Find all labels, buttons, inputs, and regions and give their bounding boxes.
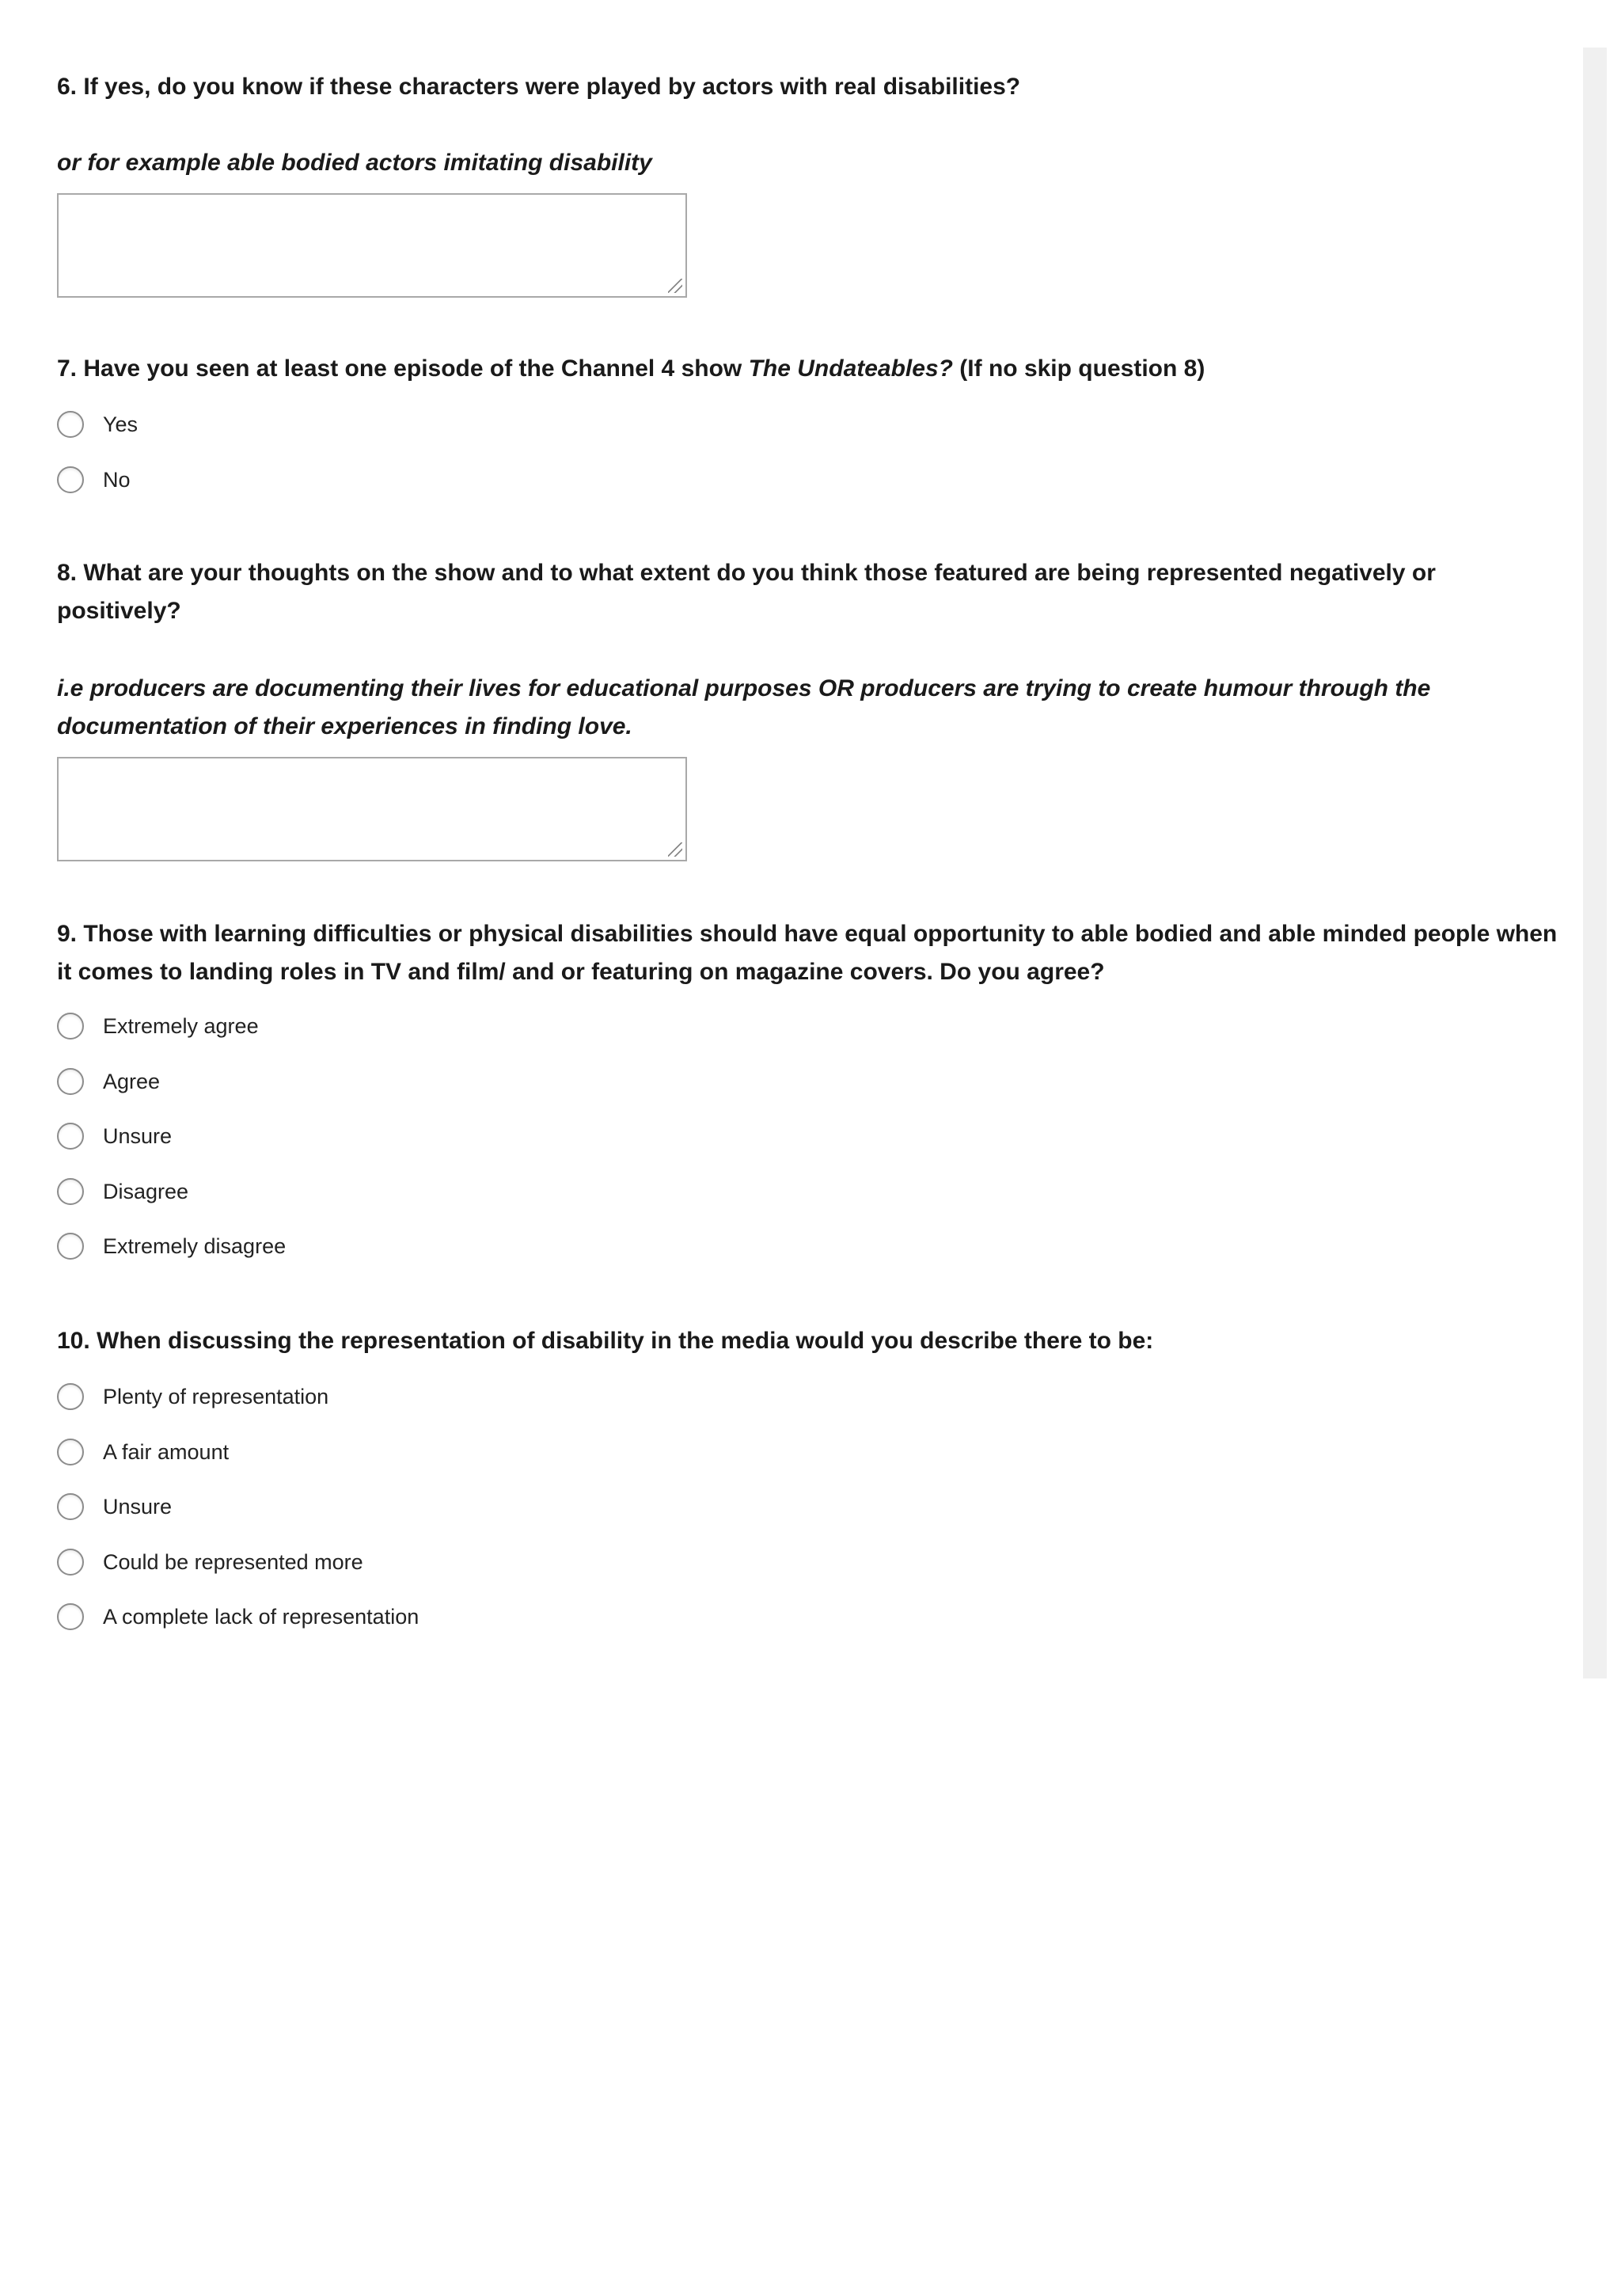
option-label: Yes <box>103 412 139 436</box>
question-10-option-complete-lack[interactable] <box>57 1601 419 1633</box>
question-7-show-name: The Undateables? <box>748 355 953 382</box>
option-label: No <box>103 467 131 492</box>
radio-button[interactable] <box>57 1383 84 1410</box>
question-10-option-plenty[interactable] <box>57 1381 328 1412</box>
question-10-title: 10. When discussing the representation of disability in the media would you describe there to be: <box>57 1328 1154 1354</box>
question-7-option-yes[interactable] <box>57 409 138 440</box>
option-label: Extremely agree <box>103 1013 259 1038</box>
option-label: Plenty of representation <box>103 1384 329 1408</box>
radio-button[interactable] <box>57 1233 84 1260</box>
question-10-option-represented-more[interactable] <box>57 1546 363 1578</box>
resize-grip-icon[interactable] <box>668 279 682 293</box>
question-9-option-extremely-disagree[interactable] <box>57 1230 286 1262</box>
question-10-option-fair-amount[interactable] <box>57 1436 229 1468</box>
question-8-answer-textarea[interactable] <box>57 757 687 861</box>
question-9-title: 9. Those with learning difficulties or physical disabilities should have equal opportunity to able bodied and able minded people when it comes to landing roles in TV and film/ and or featuring on magazine covers. Do you agree? <box>57 921 1558 985</box>
question-9-option-disagree[interactable] <box>57 1176 188 1207</box>
option-label: Unsure <box>103 1123 173 1148</box>
radio-button[interactable] <box>57 466 84 493</box>
radio-button[interactable] <box>57 1013 84 1040</box>
question-6-hint: or for example able bodied actors imitating disability <box>57 150 652 176</box>
question-7-title-note: (If no skip question 8) <box>952 355 1205 382</box>
option-label: Extremely disagree <box>103 1234 287 1258</box>
radio-button[interactable] <box>57 1439 84 1465</box>
question-9-option-unsure[interactable] <box>57 1120 172 1152</box>
question-10-option-unsure[interactable] <box>57 1491 172 1522</box>
radio-button[interactable] <box>57 1123 84 1150</box>
scrollbar-track[interactable] <box>1583 48 1607 1678</box>
resize-grip-icon[interactable] <box>668 842 682 857</box>
radio-button[interactable] <box>57 1493 84 1520</box>
question-7-title <box>57 350 1561 388</box>
option-label: Agree <box>103 1069 161 1093</box>
option-label: Could be represented more <box>103 1549 363 1574</box>
radio-button[interactable] <box>57 1068 84 1095</box>
option-label: A fair amount <box>103 1439 230 1464</box>
option-label: A complete lack of representation <box>103 1604 419 1629</box>
question-7-option-no[interactable] <box>57 464 131 496</box>
question-8-title: 8. What are your thoughts on the show and to what extent do you think those featured are being represented negatively or positively? <box>57 560 1436 624</box>
radio-button[interactable] <box>57 1549 84 1576</box>
question-9-option-agree[interactable] <box>57 1066 160 1097</box>
question-6-answer-textarea[interactable] <box>57 193 687 298</box>
radio-button[interactable] <box>57 1178 84 1205</box>
option-label: Unsure <box>103 1494 173 1519</box>
question-7-title-text: 7. Have you seen at least one episode of the Channel 4 show <box>57 355 749 382</box>
option-label: Disagree <box>103 1179 189 1203</box>
question-6-title: 6. If yes, do you know if these characters were played by actors with real disabilities? <box>57 74 1021 100</box>
question-8-hint: i.e producers are documenting their lives for educational purposes OR producers are trying to create humour through the documentation of their experiences in finding love. <box>57 675 1431 739</box>
radio-button[interactable] <box>57 411 84 438</box>
radio-button[interactable] <box>57 1603 84 1630</box>
question-9-option-extremely-agree[interactable] <box>57 1010 259 1042</box>
